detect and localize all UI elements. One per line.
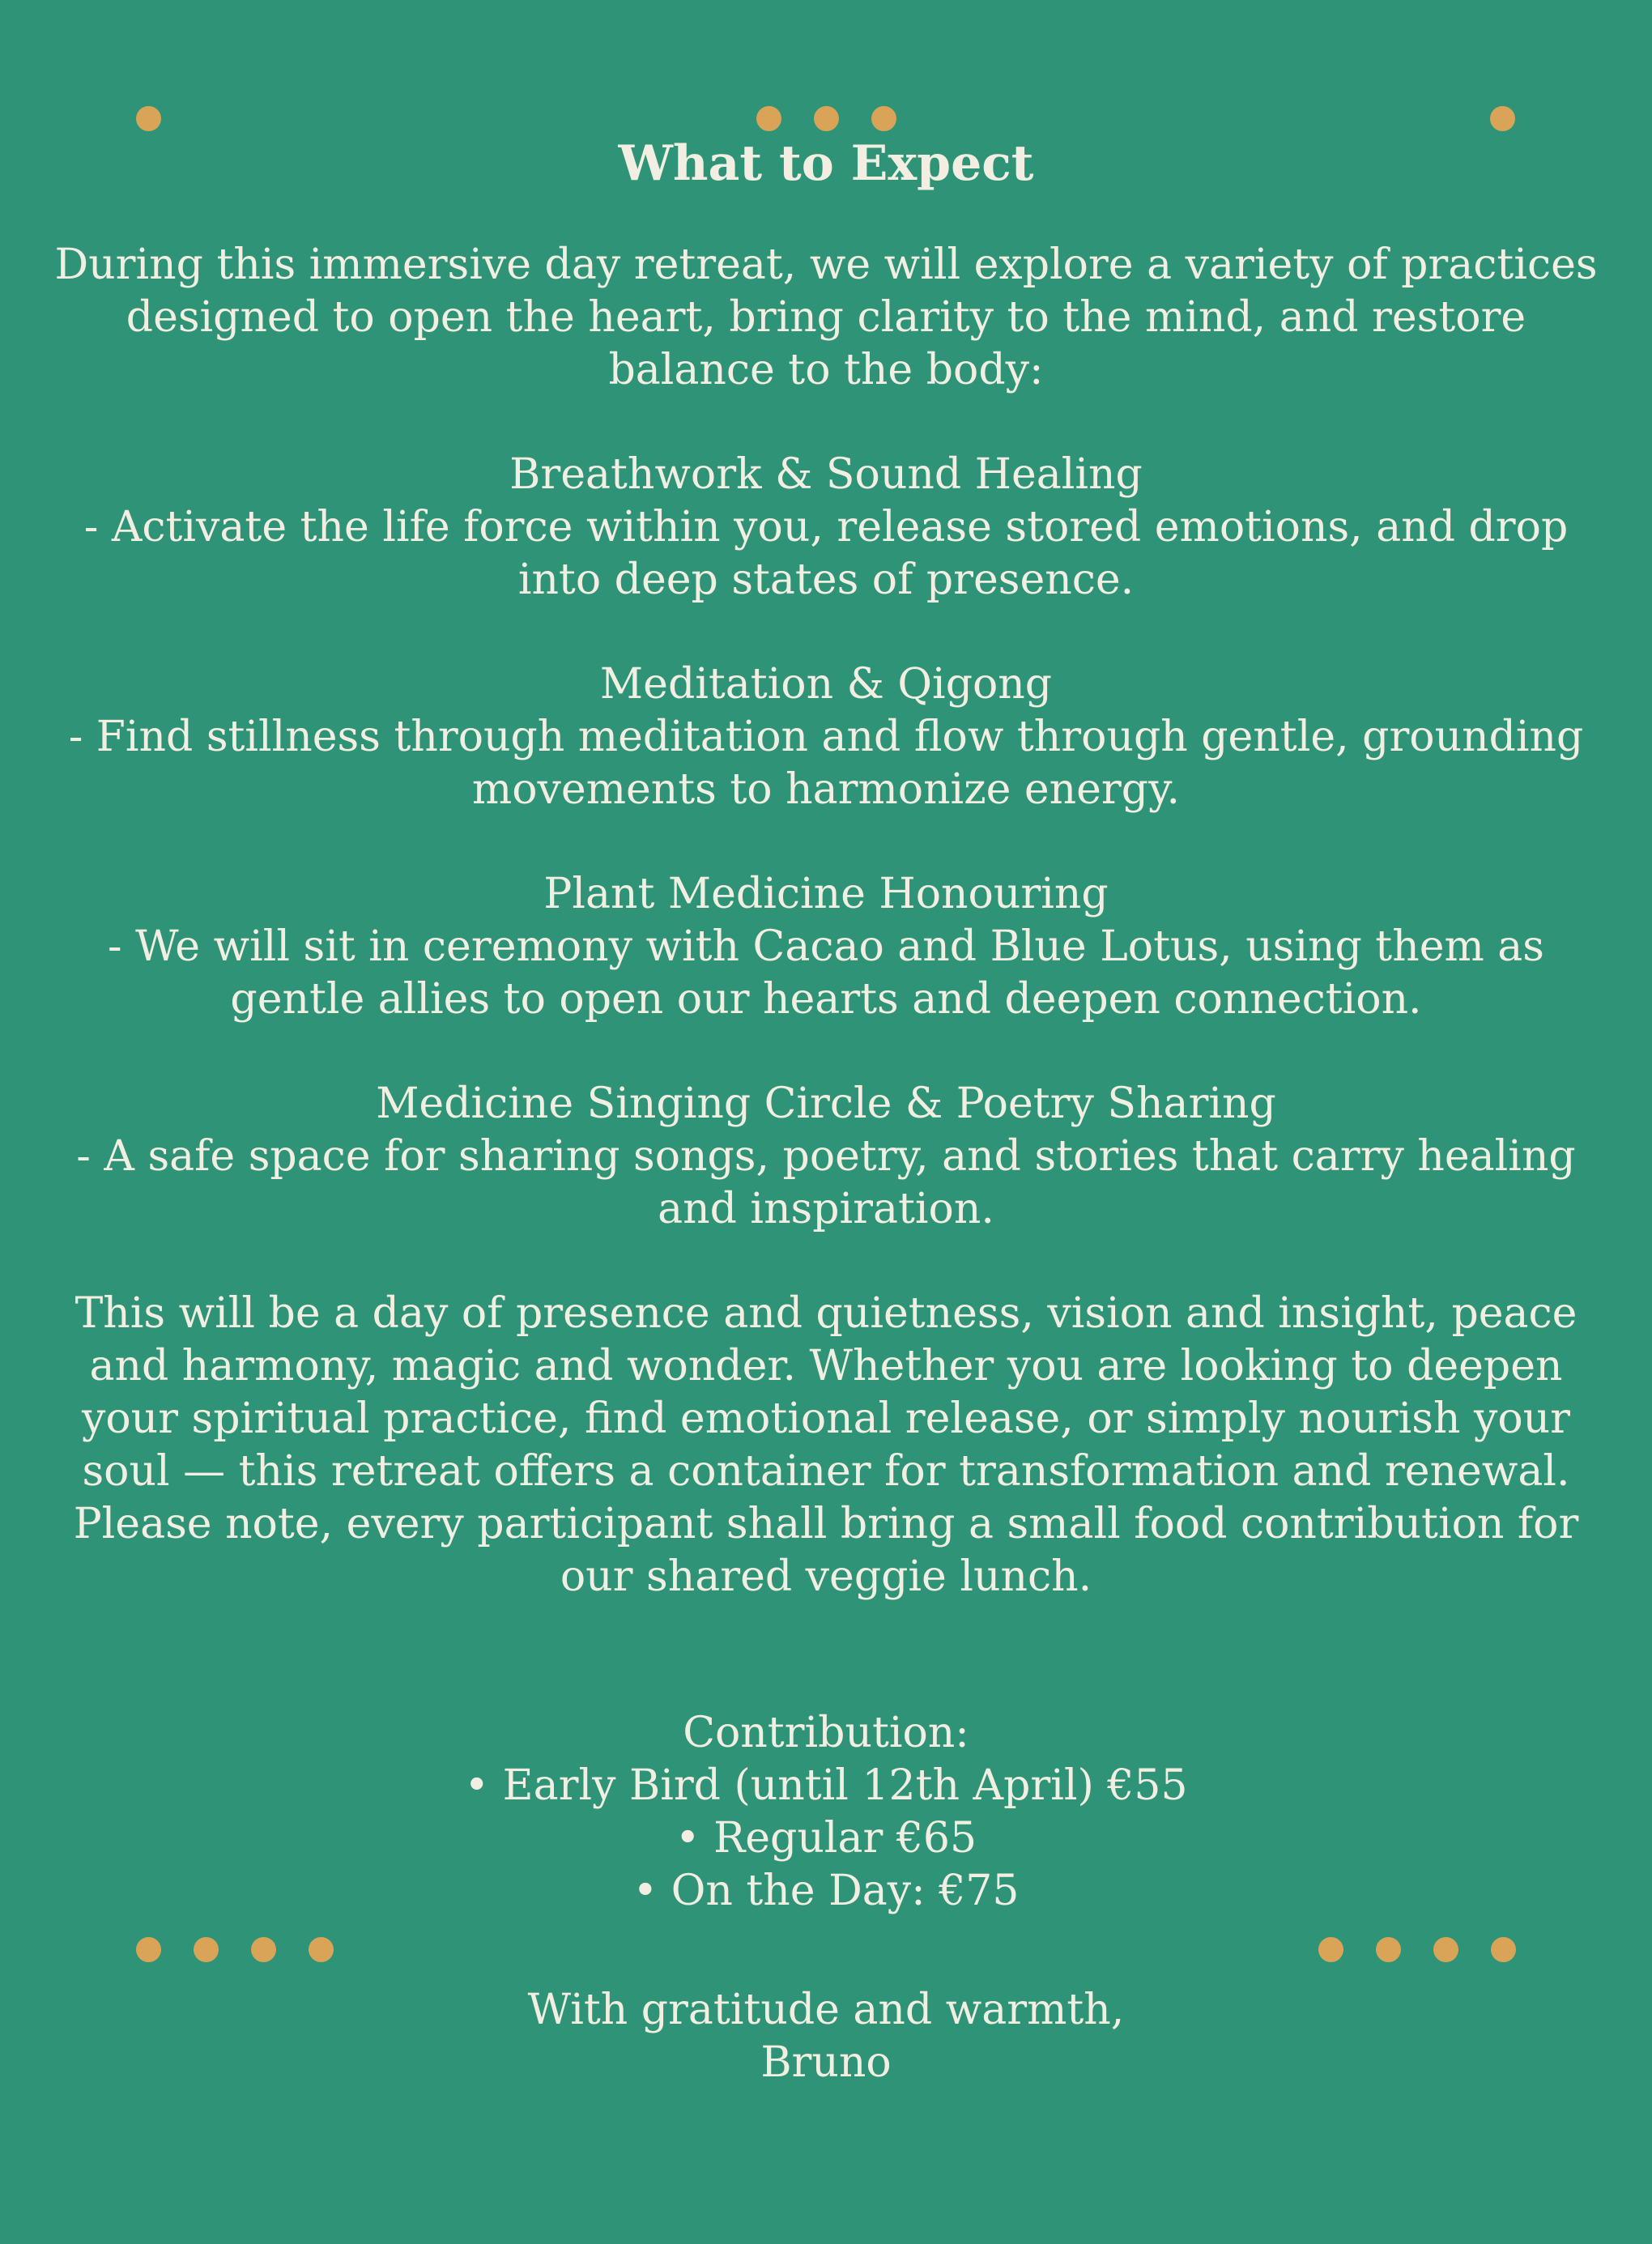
section-body: - A safe space for sharing songs, poetry, and stories that carry healing and inspiration. xyxy=(76,1132,1576,1233)
gold-dot-icon xyxy=(1490,106,1515,131)
contribution-list xyxy=(0,1760,1652,1918)
section-singing-circle-poetry xyxy=(0,1078,1652,1236)
bottom-left-dot-group xyxy=(136,1937,334,1962)
intro-paragraph: During this immersive day retreat, we will explore a variety of practices designed to open the heart, bring clarity to the mind, and restore balance to the body: xyxy=(54,241,1598,394)
gold-dot-icon xyxy=(309,1937,334,1962)
page-title: What to Expect xyxy=(618,135,1034,192)
contribution-item: • On the Day: €75 xyxy=(632,1867,1020,1915)
gold-dot-icon xyxy=(871,106,896,131)
bottom-right-dot-group xyxy=(1318,1937,1516,1962)
closing-block xyxy=(0,1984,1652,2089)
gold-dot-icon xyxy=(251,1937,276,1962)
bottom-decorative-dots xyxy=(0,1937,1652,1963)
gold-dot-icon xyxy=(814,106,839,131)
gold-dot-icon xyxy=(194,1937,219,1962)
outro-paragraph: This will be a day of presence and quietness, vision and insight, peace and harmony, magic and wonder. Whether you are looking to deepen your spiritual practice, find emotional release, or simply nourish your soul — this retreat offers a container for transformation and renewal. Please note, every participant shall bring a small food contribution for our shared veggie lunch. xyxy=(73,1289,1579,1601)
section-heading: Breathwork & Sound Healing xyxy=(509,450,1143,499)
gold-dot-icon xyxy=(1318,1937,1343,1962)
gold-dot-icon xyxy=(756,106,781,131)
section-heading: Medicine Singing Circle & Poetry Sharing xyxy=(376,1079,1276,1128)
section-heading: Meditation & Qigong xyxy=(599,660,1053,709)
contribution-item: • Regular €65 xyxy=(675,1814,977,1863)
gold-dot-icon xyxy=(1491,1937,1516,1962)
retreat-flyer xyxy=(0,106,1652,2244)
section-body: - Activate the life force within you, release stored emotions, and drop into deep states of presence. xyxy=(83,503,1569,604)
contribution-item: • Early Bird (until 12th April) €55 xyxy=(464,1761,1188,1810)
top-decorative-dots xyxy=(0,106,1652,132)
section-heading: Plant Medicine Honouring xyxy=(543,870,1109,918)
contribution-heading: Contribution: xyxy=(683,1709,969,1757)
top-center-dot-group xyxy=(0,106,1652,131)
section-meditation-qigong xyxy=(0,658,1652,816)
contribution-block xyxy=(0,1707,1652,1918)
gold-dot-icon xyxy=(1433,1937,1458,1962)
gold-dot-icon xyxy=(136,1937,161,1962)
section-body: - We will sit in ceremony with Cacao and Blue Lotus, using them as gentle allies to open our hearts and deepen connection. xyxy=(108,922,1544,1024)
gold-dot-icon xyxy=(1376,1937,1401,1962)
section-body: - Find stillness through meditation and flow through gentle, grounding movements to harmonize energy. xyxy=(68,713,1584,814)
closing-line: With gratitude and warmth, xyxy=(527,1986,1125,2034)
section-plant-medicine-honouring xyxy=(0,868,1652,1026)
section-breathwork-sound-healing xyxy=(0,449,1652,607)
signature: Bruno xyxy=(760,2038,892,2087)
